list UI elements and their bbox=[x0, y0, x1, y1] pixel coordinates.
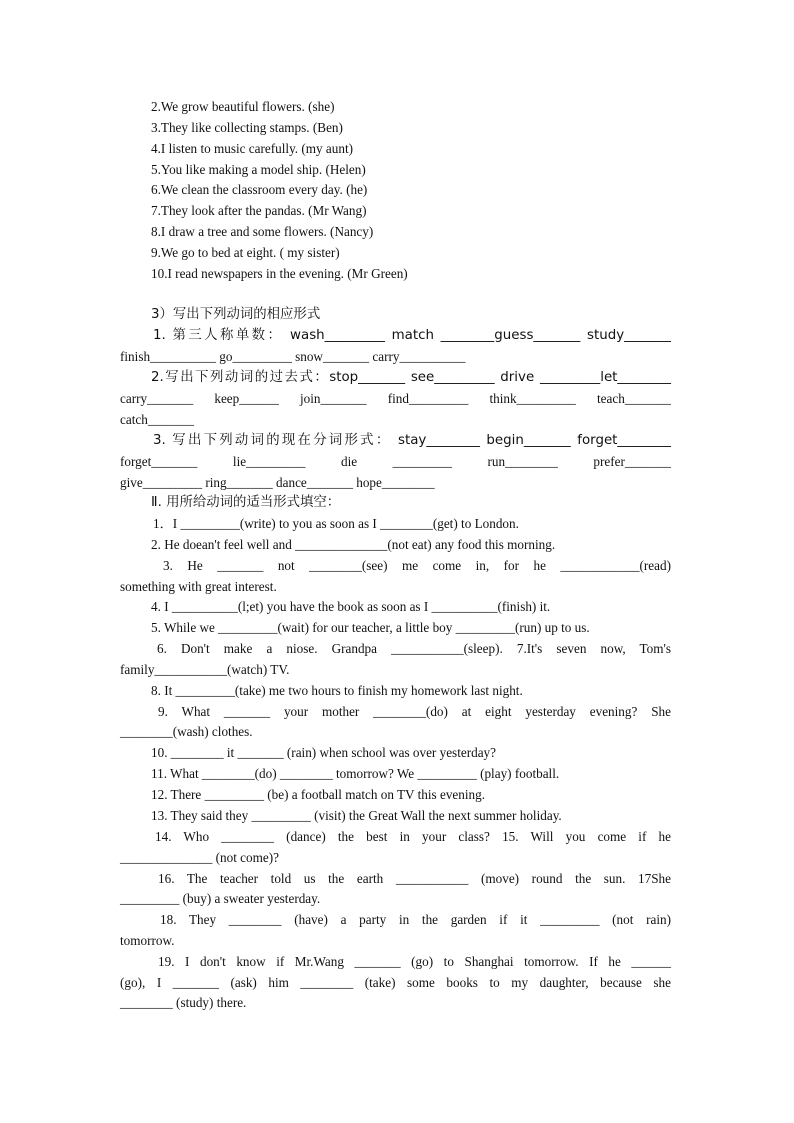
section-3-q3-line1: 3. 写出下列动词的现在分词形式： stay________ begin_______ forget________ bbox=[153, 433, 671, 448]
exercise-line: 18. They ________ (have) a party in the garden if it _________ (not rain) bbox=[160, 912, 671, 927]
section-3-q2-line2: carry_______ keep______ join_______ find_________ think_________ teach_______ bbox=[120, 391, 671, 406]
sentence-6: 6.We clean the classroom every day. (he) bbox=[151, 182, 368, 197]
exercise-line: ________ (study) there. bbox=[120, 995, 247, 1010]
exercise-line: tomorrow. bbox=[120, 933, 175, 948]
sentence-7: 7.They look after the pandas. (Mr Wang) bbox=[151, 203, 367, 218]
exercise-line: 16. The teacher told us the earth ___________ (move) round the sun. 17She bbox=[158, 871, 671, 886]
exercise-line: 3. He _______ not ________(see) me come in, for he ____________(read) bbox=[163, 558, 671, 573]
sentence-2: 2.We grow beautiful flowers. (she) bbox=[151, 99, 335, 114]
exercise-line: ______________ (not come)? bbox=[120, 850, 279, 865]
exercise-line: something with great interest. bbox=[120, 579, 277, 594]
exercise-line: 19. I don't know if Mr.Wang _______ (go) to Shanghai tomorrow. If he ______ bbox=[158, 954, 671, 969]
section-3-q1-line1: 1. 第三人称单数： wash_________ match ________guess_______ study_______ bbox=[153, 328, 671, 343]
exercise-line: family___________(watch) TV. bbox=[120, 662, 290, 677]
sentence-4: 4.I listen to music carefully. (my aunt) bbox=[151, 141, 354, 156]
exercise-line: ________(wash) clothes. bbox=[120, 724, 253, 739]
section-3-q1-line2: finish__________ go_________ snow_______ carry__________ bbox=[120, 349, 466, 364]
exercise-line: 10. ________ it _______ (rain) when school was over yesterday? bbox=[151, 745, 496, 760]
exercise-line: 1．I _________(write) to you as soon as I ________(get) to London. bbox=[153, 516, 519, 531]
exercise-line: 4. I __________(l;et) you have the book as soon as I __________(finish) it. bbox=[151, 599, 551, 614]
sentence-3: 3.They like collecting stamps. (Ben) bbox=[151, 120, 343, 135]
exercise-line: 13. They said they _________ (visit) the Great Wall the next summer holiday. bbox=[151, 808, 562, 823]
exercise-line: (go), I _______ (ask) him ________ (take) some books to my daughter, because she bbox=[120, 975, 671, 990]
section-3-q2-line1: 2.写出下列动词的过去式：stop_______ see_________ drive _________let________ bbox=[151, 370, 671, 385]
sentence-5: 5.You like making a model ship. (Helen) bbox=[151, 162, 366, 177]
section-3-q2-line3: catch_______ bbox=[120, 412, 194, 427]
exercise-line: 9. What _______ your mother ________(do) at eight yesterday evening? She bbox=[158, 704, 671, 719]
exercise-line: 11. What ________(do) ________ tomorrow? We _________ (play) football. bbox=[151, 766, 560, 781]
section-2-heading: Ⅱ. 用所给动词的适当形式填空： bbox=[151, 495, 341, 510]
section-3-q3-line2: forget_______ lie_________ die _________ run________ prefer_______ bbox=[120, 454, 671, 469]
section-3-q3-line3: give_________ ring_______ dance_______ hope________ bbox=[120, 475, 435, 490]
exercise-line: 8. It _________(take) me two hours to finish my homework last night. bbox=[151, 683, 523, 698]
sentence-10: 10.I read newspapers in the evening. (Mr Green) bbox=[151, 266, 408, 281]
sentence-8: 8.I draw a tree and some flowers. (Nancy) bbox=[151, 224, 374, 239]
section-3-heading: 3）写出下列动词的相应形式 bbox=[151, 307, 321, 322]
exercise-line: 5. While we _________(wait) for our teacher, a little boy _________(run) up to us. bbox=[151, 620, 590, 635]
exercise-line: 2. He doean't feel well and ______________(not eat) any food this morning. bbox=[151, 537, 556, 552]
sentence-9: 9.We go to bed at eight. ( my sister) bbox=[151, 245, 340, 260]
exercise-line: 6. Don't make a niose. Grandpa ___________(sleep). 7.It's seven now, Tom's bbox=[157, 641, 671, 656]
exercise-line: 12. There _________ (be) a football match on TV this evening. bbox=[151, 787, 486, 802]
exercise-line: _________ (buy) a sweater yesterday. bbox=[120, 891, 321, 906]
exercise-line: 14. Who ________ (dance) the best in your class? 15. Will you come if he bbox=[155, 829, 671, 844]
